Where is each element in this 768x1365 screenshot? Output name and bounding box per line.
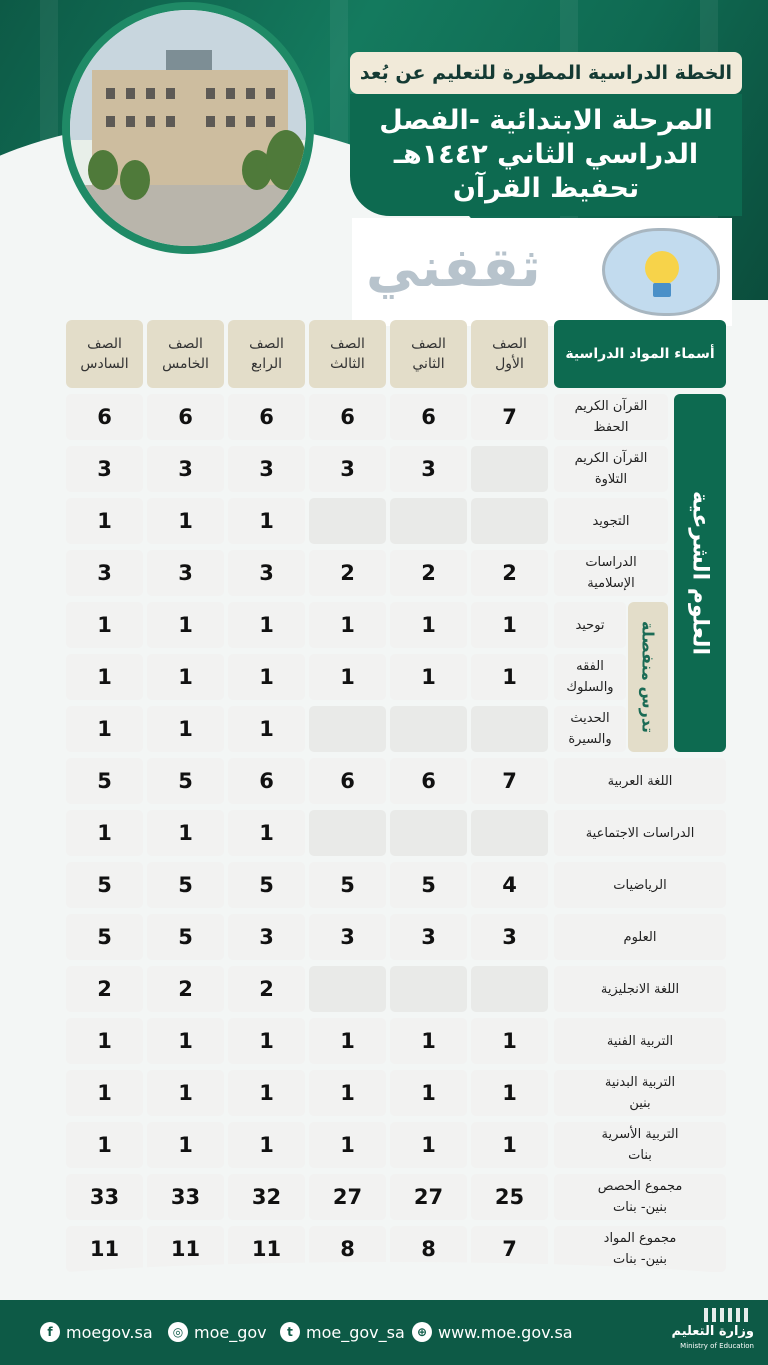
title-banner: [350, 94, 742, 216]
table-cell: 5: [147, 914, 224, 960]
title-line-2: الدراسي الثاني ١٤٤٢هـ: [393, 139, 699, 170]
table-cell: 1: [147, 706, 224, 752]
table-cell: [471, 498, 548, 544]
site-logo: [352, 218, 732, 326]
table-cell: 1: [309, 1122, 386, 1168]
table-cell: 11: [228, 1226, 305, 1272]
table-cell: 3: [66, 446, 143, 492]
table-cell: 1: [66, 1122, 143, 1168]
subject-name: الفقه: [576, 659, 604, 674]
table-cell: 2: [228, 966, 305, 1012]
subjects-header-label: أسماء المواد الدراسية: [565, 346, 715, 362]
table-cell: 1: [309, 1070, 386, 1116]
table-cell: 1: [66, 1070, 143, 1116]
ministry-name-arabic: وزارة التعليم: [671, 1324, 754, 1339]
subject-name-line2: التلاوة: [594, 472, 628, 487]
table-cell: 1: [471, 602, 548, 648]
table-cell: 1: [390, 1018, 467, 1064]
twitter-handle: moe_gov_sa: [306, 1322, 405, 1342]
table-cell: 1: [228, 810, 305, 856]
table-cell: 2: [471, 550, 548, 596]
subtitle-banner: [350, 52, 742, 94]
subject-name: اللغة العربية: [607, 773, 673, 789]
subject-name-line2: والسلوك: [566, 680, 614, 695]
table-cell: 1: [147, 1122, 224, 1168]
table-cell: 7: [471, 394, 548, 440]
table-cell: 7: [471, 758, 548, 804]
shariah-sciences-group: [674, 394, 726, 752]
table-cell: 1: [228, 1018, 305, 1064]
table-cell: 3: [147, 550, 224, 596]
subject-label: [554, 810, 726, 856]
subject-label: [554, 1174, 726, 1220]
ministry-name-english: Ministry of Education: [680, 1342, 754, 1350]
table-cell: [471, 706, 548, 752]
table-cell: 2: [147, 966, 224, 1012]
table-cell: 1: [147, 602, 224, 648]
table-cell: 1: [66, 498, 143, 544]
website-link[interactable]: [412, 1322, 573, 1342]
building-photo: [62, 2, 314, 254]
shariah-sciences-label: العلوم الشرعية: [687, 490, 713, 655]
title-line-1: المرحلة الابتدائية -الفصل: [379, 105, 713, 136]
subject-label: [554, 914, 726, 960]
subject-name-line2: بنات: [628, 1148, 652, 1163]
table-cell: 4: [471, 862, 548, 908]
subject-label: [554, 862, 726, 908]
subject-name-line2: بنين- بنات: [613, 1200, 667, 1215]
twitter-icon: t: [280, 1322, 300, 1342]
table-cell: 1: [228, 602, 305, 648]
table-cell: 5: [66, 862, 143, 908]
subject-name: الرياضيات: [613, 877, 667, 893]
subject-name: مجموع الحصص: [597, 1179, 683, 1194]
table-cell: 3: [390, 446, 467, 492]
logo-text: ثقفني: [366, 236, 541, 299]
table-cell: 6: [309, 758, 386, 804]
table-cell: 1: [471, 1122, 548, 1168]
table-cell: 1: [228, 1122, 305, 1168]
instagram-link[interactable]: [168, 1322, 267, 1342]
subject-name: مجموع المواد: [603, 1231, 677, 1246]
grade-header-line2: السادس: [80, 356, 129, 372]
subject-name: العلوم: [623, 929, 657, 945]
table-cell: 2: [390, 550, 467, 596]
grade-header-3: [309, 320, 386, 388]
grade-header-line2: الرابع: [250, 356, 283, 372]
instagram-icon: ◎: [168, 1322, 188, 1342]
grade-header-line2: الأول: [495, 356, 524, 372]
table-cell: 5: [66, 758, 143, 804]
subject-label: [554, 394, 668, 440]
table-cell: 5: [228, 862, 305, 908]
table-cell: 6: [228, 758, 305, 804]
subject-name: الحديث: [570, 711, 610, 726]
table-cell: 3: [228, 446, 305, 492]
subject-name: القرآن الكريم: [574, 399, 648, 414]
grade-header-line2: الثالث: [330, 356, 365, 372]
table-cell: [390, 706, 467, 752]
subject-label: [554, 1018, 726, 1064]
subject-name: التربية البدنية: [604, 1075, 676, 1090]
table-cell: 11: [66, 1226, 143, 1272]
subject-name-line2: الحفظ: [593, 420, 629, 435]
subjects-header: [554, 320, 726, 388]
subject-label: [554, 654, 626, 700]
grade-header-line1: الصف: [168, 336, 203, 352]
facebook-link[interactable]: [40, 1322, 153, 1342]
grade-header-1: [471, 320, 548, 388]
globe-icon: ⊕: [412, 1322, 432, 1342]
subject-label: [554, 498, 668, 544]
table-cell: [309, 706, 386, 752]
subject-name: الدراسات: [585, 555, 637, 570]
table-cell: 1: [228, 706, 305, 752]
table-cell: 1: [147, 1018, 224, 1064]
table-cell: 5: [147, 862, 224, 908]
subtitle: الخطة الدراسية المطورة للتعليم عن بُعد: [359, 62, 733, 84]
table-cell: 27: [390, 1174, 467, 1220]
table-cell: 1: [309, 1018, 386, 1064]
table-cell: 1: [471, 1018, 548, 1064]
table-cell: 3: [309, 914, 386, 960]
taught-separately-label: تدرس منفصلة: [638, 620, 658, 734]
grade-header-line1: الصف: [411, 336, 446, 352]
table-cell: 1: [147, 654, 224, 700]
website-url: www.moe.gov.sa: [438, 1322, 573, 1342]
grade-header-line1: الصف: [492, 336, 527, 352]
subject-name: القرآن الكريم: [574, 451, 648, 466]
table-cell: 6: [66, 394, 143, 440]
table-cell: 3: [309, 446, 386, 492]
lightbulb-icon: [602, 228, 720, 316]
table-cell: 3: [228, 550, 305, 596]
table-cell: 1: [66, 1018, 143, 1064]
table-cell: 32: [228, 1174, 305, 1220]
grade-header-line1: الصف: [330, 336, 365, 352]
table-cell: 11: [147, 1226, 224, 1272]
subject-label: [554, 446, 668, 492]
table-cell: 1: [471, 1070, 548, 1116]
table-cell: 3: [390, 914, 467, 960]
facebook-handle: moegov.sa: [66, 1322, 153, 1342]
facebook-icon: f: [40, 1322, 60, 1342]
table-cell: 33: [66, 1174, 143, 1220]
table-cell: 1: [147, 810, 224, 856]
subject-name-line2: بنين: [629, 1096, 651, 1111]
subject-name: التربية الأسرية: [601, 1127, 679, 1142]
table-cell: 1: [66, 602, 143, 648]
title-line-3: تحفيظ القرآن: [452, 173, 640, 204]
subject-name-line2: بنين- بنات: [613, 1252, 667, 1267]
subject-label: [554, 550, 668, 596]
table-cell: [390, 966, 467, 1012]
table-cell: 6: [309, 394, 386, 440]
ministry-logo: [664, 1308, 754, 1354]
grade-header-line1: الصف: [249, 336, 284, 352]
grade-header-line2: الخامس: [162, 356, 209, 372]
table-cell: 1: [309, 654, 386, 700]
table-cell: 1: [147, 1070, 224, 1116]
grade-header-2: [390, 320, 467, 388]
table-cell: [309, 498, 386, 544]
table-cell: 5: [390, 862, 467, 908]
table-cell: [471, 810, 548, 856]
subject-label: [554, 966, 726, 1012]
grade-header-line1: الصف: [87, 336, 122, 352]
table-cell: 33: [147, 1174, 224, 1220]
table-cell: 2: [66, 966, 143, 1012]
table-cell: 1: [390, 1122, 467, 1168]
table-cell: 6: [390, 758, 467, 804]
table-cell: 1: [228, 1070, 305, 1116]
table-cell: [390, 810, 467, 856]
subject-label: [554, 1070, 726, 1116]
subject-label: [554, 706, 626, 752]
subject-label: [554, 602, 626, 648]
table-cell: 5: [309, 862, 386, 908]
instagram-handle: moe_gov: [194, 1322, 267, 1342]
table-cell: 6: [147, 394, 224, 440]
table-cell: [471, 966, 548, 1012]
table-cell: 2: [309, 550, 386, 596]
table-cell: 6: [390, 394, 467, 440]
table-cell: 3: [471, 914, 548, 960]
table-cell: 3: [147, 446, 224, 492]
table-cell: 6: [228, 394, 305, 440]
subject-name: اللغة الانجليزية: [600, 981, 680, 997]
grade-header-6: [66, 320, 143, 388]
table-cell: 3: [66, 550, 143, 596]
subject-name: الدراسات الاجتماعية: [585, 825, 695, 841]
ministry-logo-mark: [704, 1308, 750, 1322]
subject-name-line2: والسيرة: [568, 732, 612, 747]
grade-header-4: [228, 320, 305, 388]
table-cell: 1: [390, 654, 467, 700]
subject-name-line2: الإسلامية: [587, 576, 635, 591]
table-cell: 1: [66, 706, 143, 752]
table-cell: 1: [309, 602, 386, 648]
subject-name: التجويد: [592, 513, 630, 529]
table-cell: 5: [66, 914, 143, 960]
table-cell: 1: [390, 1070, 467, 1116]
table-cell: 1: [66, 654, 143, 700]
table-cell: [309, 966, 386, 1012]
subject-label: [554, 1122, 726, 1168]
table-cell: 5: [147, 758, 224, 804]
table-cell: 1: [66, 810, 143, 856]
table-cell: [309, 810, 386, 856]
table-cell: 8: [390, 1226, 467, 1272]
table-cell: 8: [309, 1226, 386, 1272]
table-cell: 1: [228, 654, 305, 700]
table-cell: 1: [147, 498, 224, 544]
grade-header-5: [147, 320, 224, 388]
table-cell: 27: [309, 1174, 386, 1220]
table-cell: 1: [228, 498, 305, 544]
table-cell: 1: [471, 654, 548, 700]
table-cell: [471, 446, 548, 492]
taught-separately-group: [628, 602, 668, 752]
subject-name: توحيد: [575, 617, 605, 633]
table-cell: 7: [471, 1226, 548, 1272]
table-cell: 25: [471, 1174, 548, 1220]
table-cell: 3: [228, 914, 305, 960]
grade-header-line2: الثاني: [412, 356, 445, 372]
table-cell: 1: [390, 602, 467, 648]
table-cell: [390, 498, 467, 544]
subject-name: التربية الفنية: [606, 1033, 674, 1049]
subject-label: [554, 758, 726, 804]
twitter-link[interactable]: [280, 1322, 405, 1342]
